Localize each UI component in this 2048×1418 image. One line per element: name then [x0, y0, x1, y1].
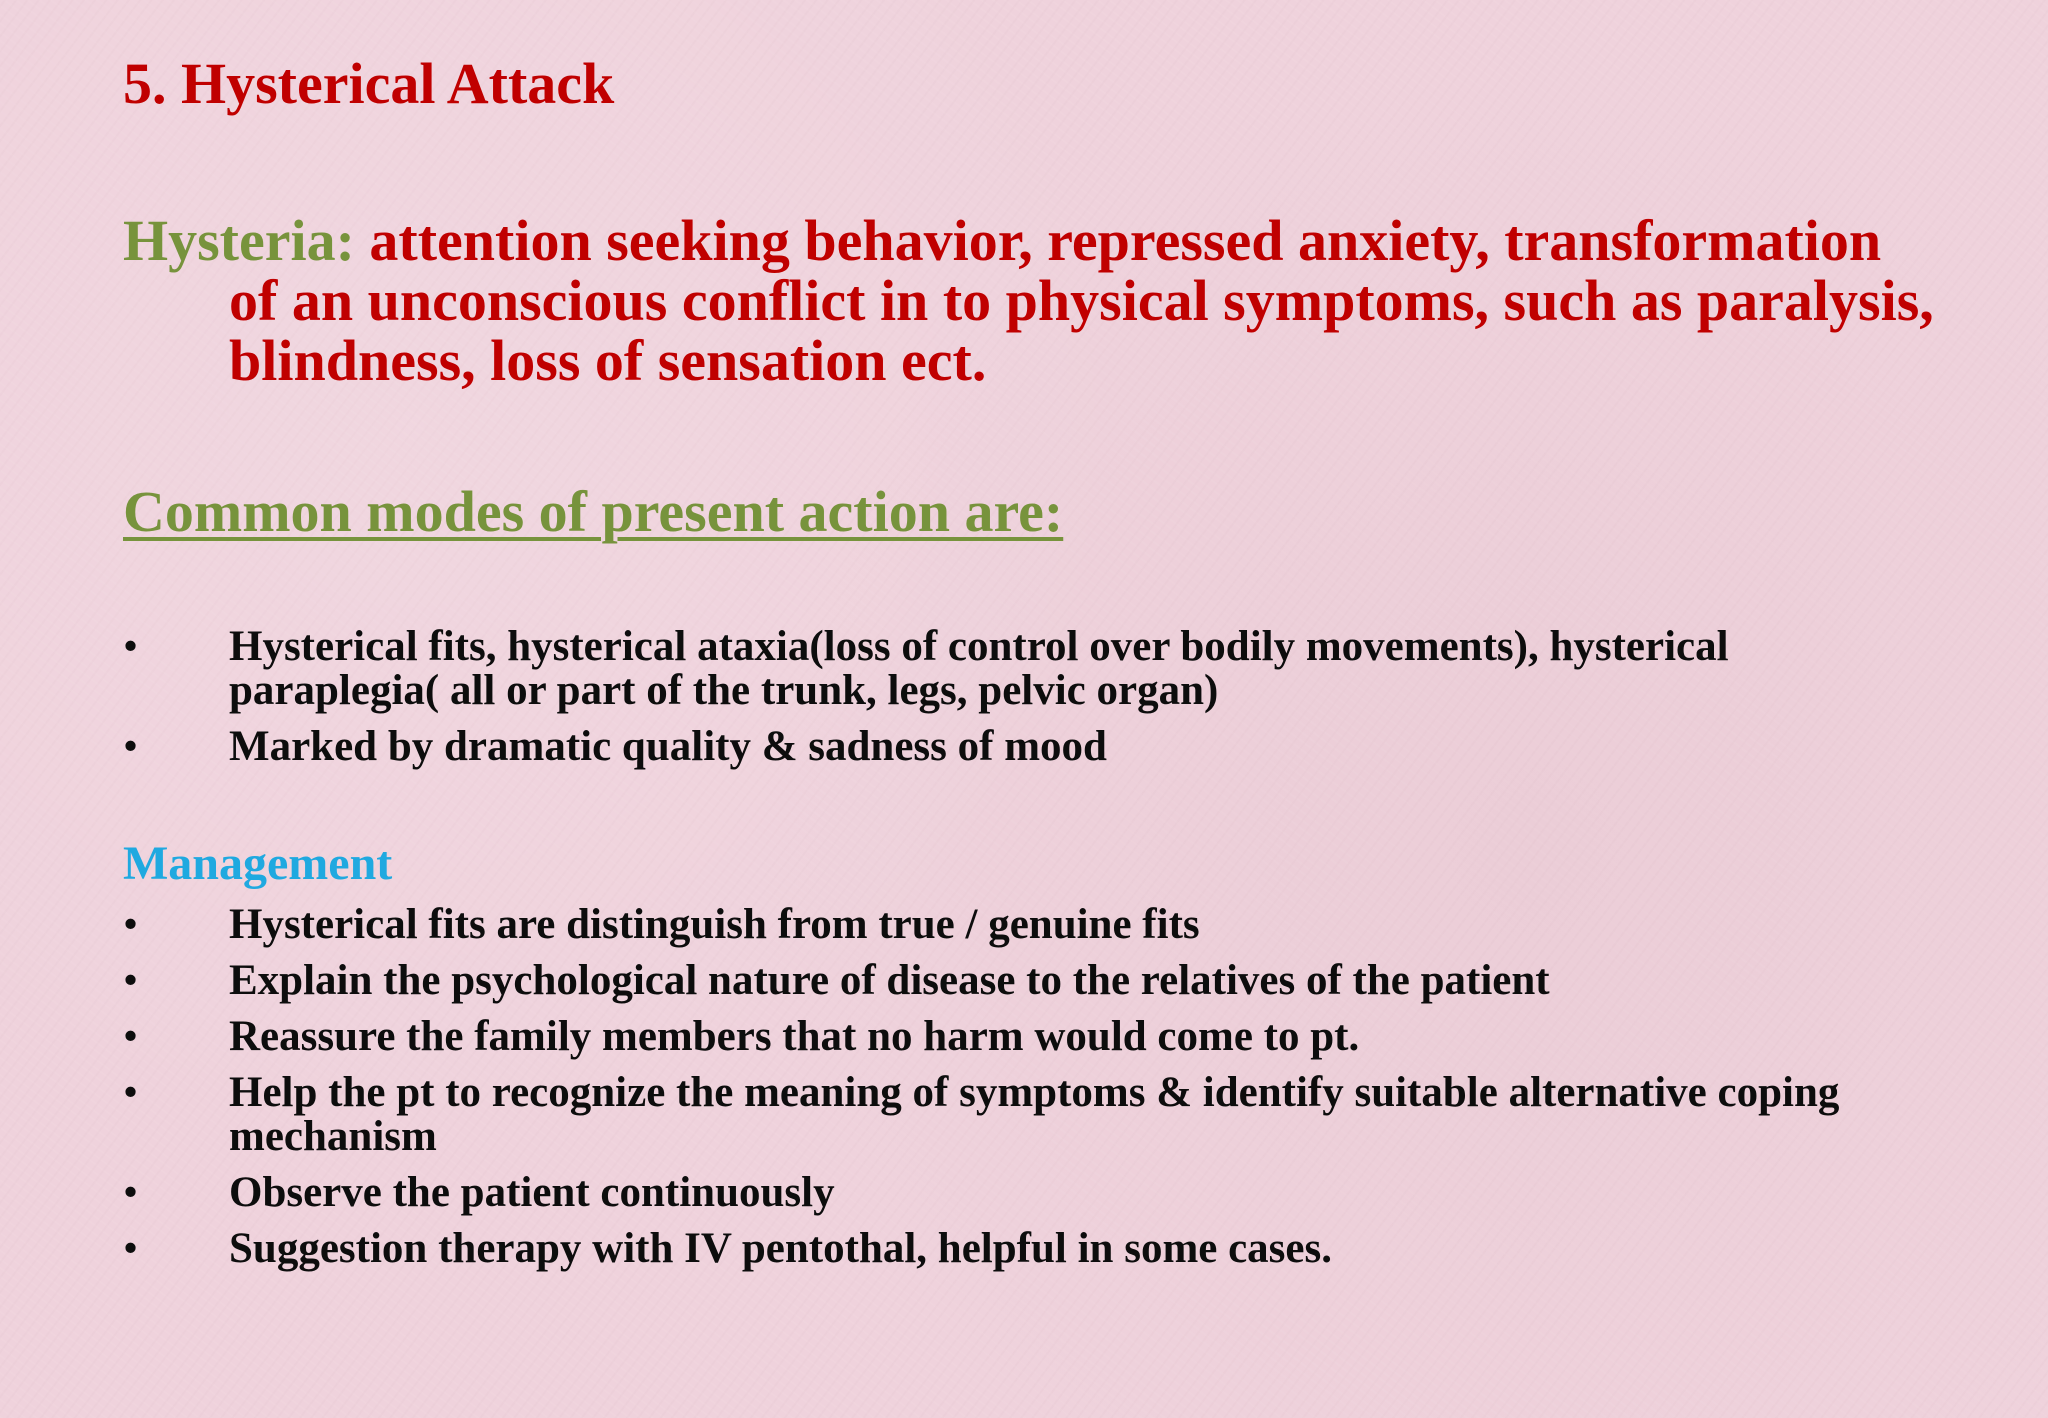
management-item-text: Explain the psychological nature of disease to the relatives of the patient — [229, 957, 1550, 1004]
management-list-item — [123, 1015, 1923, 1059]
bullet-icon: • — [123, 1069, 139, 1116]
modes-item-text: Hysterical fits, hysterical ataxia(loss of control over bodily movements), hysterical paraplegia( all or part of the trunk, legs, pelvic organ) — [229, 623, 1729, 714]
management-item-text: Suggestion therapy with IV pentothal, helpful in some cases. — [229, 1225, 1332, 1272]
modes-list-item — [123, 625, 1923, 713]
management-list — [123, 903, 1923, 1271]
management-heading: Management — [123, 837, 393, 890]
management-item-text: Help the pt to recognize the meaning of symptoms & identify suitable alternative coping mechanism — [229, 1069, 1840, 1160]
bullet-icon: • — [123, 1169, 139, 1216]
bullet-icon: • — [123, 1225, 139, 1272]
management-item-text: Observe the patient continuously — [229, 1169, 835, 1216]
management-list-item — [123, 1171, 1923, 1215]
slide-title: 5. Hysterical Attack — [123, 51, 615, 116]
management-item-text: Reassure the family members that no harm would come to pt. — [229, 1013, 1360, 1060]
modes-item-text: Marked by dramatic quality & sadness of mood — [229, 723, 1107, 770]
management-list-item — [123, 903, 1923, 947]
modes-list-item — [123, 725, 1923, 769]
management-list-item — [123, 959, 1923, 1003]
management-item-text: Hysterical fits are distinguish from true / genuine fits — [229, 901, 1200, 948]
bullet-icon: • — [123, 623, 139, 670]
hysteria-definition — [123, 208, 1943, 393]
bullet-icon: • — [123, 901, 139, 948]
management-list-item — [123, 1227, 1923, 1271]
modes-list — [123, 625, 1923, 769]
management-list-item — [123, 1071, 1923, 1159]
definition-text: attention seeking behavior, repressed anxiety, transformation of an unconscious conflict in to physical symptoms, such as paralysis, blindness, loss of sensation ect. — [229, 208, 1934, 393]
bullet-icon: • — [123, 723, 139, 770]
bullet-icon: • — [123, 957, 139, 1004]
definition-term: Hysteria: — [123, 208, 355, 273]
bullet-icon: • — [123, 1013, 139, 1060]
modes-heading: Common modes of present action are: — [123, 479, 1064, 544]
